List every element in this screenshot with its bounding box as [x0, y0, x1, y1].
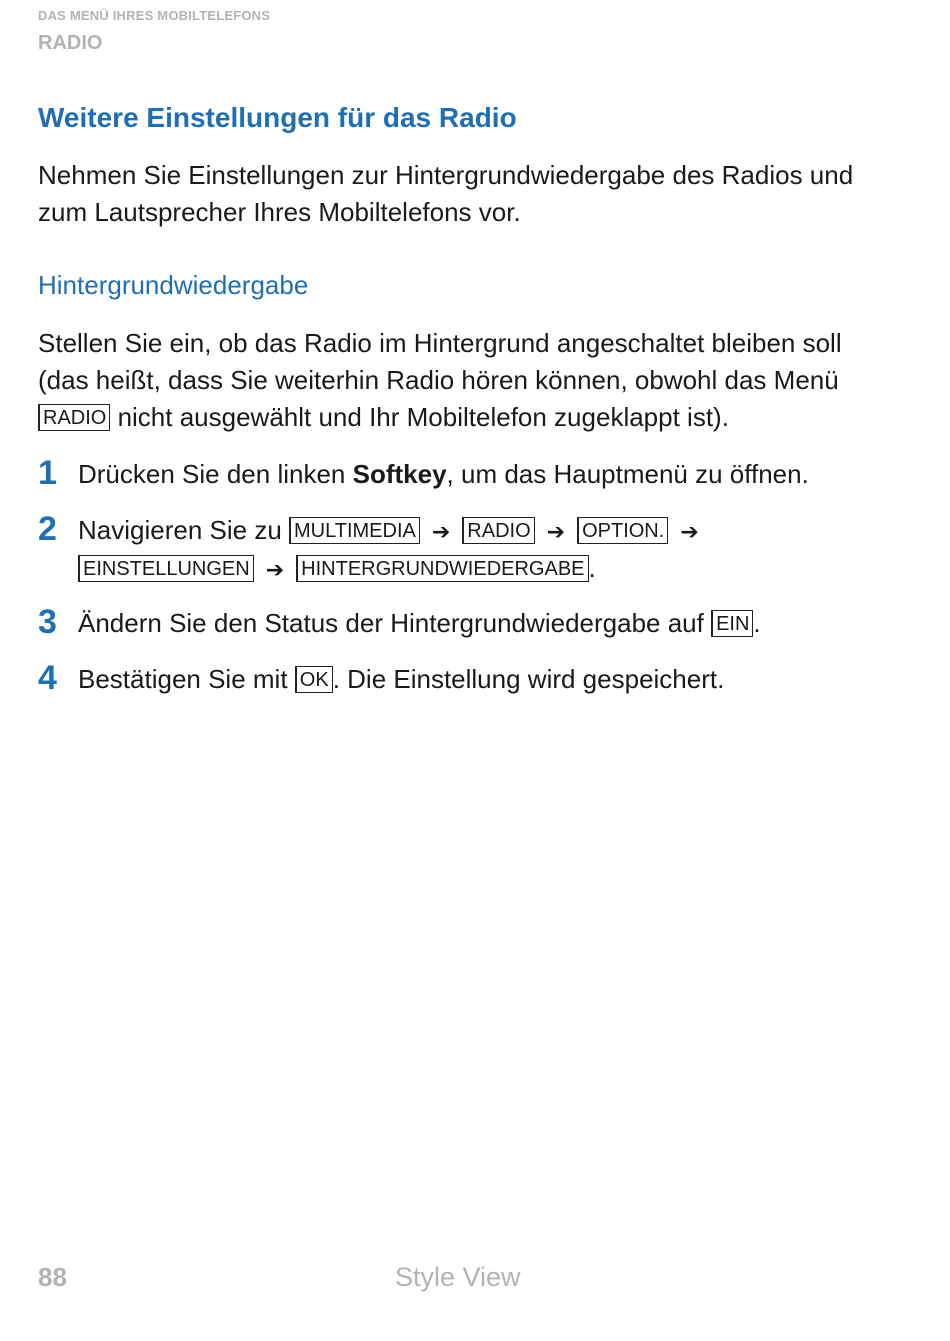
- desc-text-after: nicht ausgewählt und Ihr Mobiltelefon zugeklappt ist).: [110, 402, 729, 432]
- subsection-title: Hintergrundwiedergabe: [38, 270, 309, 300]
- step-number: 3: [38, 603, 57, 641]
- arrow-right-icon: ➔: [265, 557, 285, 582]
- running-header-section: RADIO: [38, 32, 103, 54]
- step-text-before: Bestätigen Sie mit: [78, 664, 295, 694]
- description-paragraph: [38, 325, 898, 436]
- key-einstellungen: EINSTELLUNGEN: [78, 555, 254, 582]
- step-number: 1: [38, 454, 57, 492]
- footer-brand: Style View: [395, 1262, 521, 1292]
- key-ok: OK: [295, 666, 333, 693]
- step-text-before: Drücken Sie den linken: [78, 459, 353, 489]
- step-text-after: .: [588, 553, 596, 583]
- step-text: [78, 661, 918, 698]
- step-text: [78, 456, 918, 493]
- key-multimedia: MULTIMEDIA: [289, 517, 420, 544]
- key-ein: EIN: [711, 610, 753, 637]
- key-option: OPTION.: [577, 517, 668, 544]
- step-text-before: Navigieren Sie zu: [78, 515, 289, 545]
- step-text-after: , um das Hauptmenü zu öffnen.: [446, 459, 809, 489]
- step-number: 4: [38, 659, 57, 697]
- key-radio: RADIO: [462, 517, 534, 544]
- softkey-label: Softkey: [352, 459, 447, 489]
- arrow-right-icon: ➔: [431, 519, 451, 544]
- step-number: 2: [38, 510, 57, 548]
- running-header-chapter: DAS MENÜ IHRES MOBILTELEFONS: [38, 8, 271, 23]
- step-text: [78, 605, 918, 642]
- section-title: Weitere Einstellungen für das Radio: [38, 102, 517, 133]
- key-hintergrundwiedergabe: HINTERGRUNDWIEDERGABE: [296, 555, 588, 582]
- step-text-before: Ändern Sie den Status der Hintergrundwiedergabe auf: [78, 608, 712, 638]
- page-number: 88: [38, 1262, 67, 1292]
- intro-paragraph: Nehmen Sie Einstellungen zur Hintergrundwiedergabe des Radios und zum Lautsprecher Ihres Mobiltelefons vor.: [38, 160, 854, 227]
- arrow-right-icon: ➔: [680, 519, 699, 544]
- key-radio: RADIO: [38, 404, 110, 431]
- step-text-after: . Die Einstellung wird gespeichert.: [332, 664, 725, 694]
- step-text-after: .: [753, 608, 761, 638]
- step-text: [78, 512, 918, 588]
- arrow-right-icon: ➔: [546, 519, 566, 544]
- desc-text-before: Stellen Sie ein, ob das Radio im Hintergrund angeschaltet bleiben soll (das heißt, dass Sie weiterhin Radio hören können, obwohl das Menü: [38, 328, 842, 395]
